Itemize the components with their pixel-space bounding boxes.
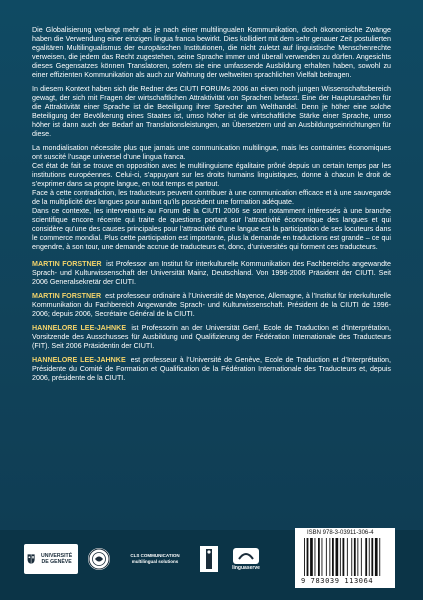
blurb-paragraph-fr-2: Cet état de fait se trouve en opposition avec le multilinguisme égalitaire prôné depuis un certain temps par les institutions européennes. Celui-ci, s’appuyant sur les droits humains linguistiques, donne à chacun le droit de s’exprimer dans sa propre langue, en tout temps et partout. [32,162,391,188]
barcode-bar [365,538,367,576]
author-bio-text: ist Professorin an der Universität Genf, Ecole de Traduction et d’Interprétation, Vorsitzende des Ausschusses für Ausbildung und Qualifizierung der Fédération Internationale des Traducteurs (FIT). Seit 2006 Präsidentin der CIUTI. [32,324,391,350]
shield-icon [27,550,35,568]
blurb-paragraph-fr-4: Dans ce contexte, les intervenants au Forum de la CIUTI 2006 se sont notamment intéressés à une branche scientifique encore récente qui traite de questions portant sur l’attractivité économique des langues et qui considère qu’une des causes principales pour l’attractivité d’une langue est la participation de ses locuteurs dans le commerce mondial. Plus cette participation est importante, plus la demande en traductions est grande – ce qui engendre, à son tour, une demande accrue de traducteurs et, donc, d’universités qui forment ces traducteurs. [32,207,391,251]
barcode-bar [351,538,352,576]
ciuti-seal-icon [88,548,110,570]
barcode-bar [332,538,334,576]
blurb-paragraph-fr-3: Face à cette contradiction, les traducteurs peuvent contribuer à une communication efficace et à une sauvegarde de la multiplicité des langues pour autant qu’ils possèdent une formation adéquate. [32,189,391,206]
barcode-bar [315,538,316,576]
barcode-bar [307,538,309,576]
linguaserve-logo [228,545,264,573]
author-bio-text: est professeur à l’Université de Genève, Ecole de Traduction et d’Interprétation, Présidente du Comité de Formation et Qualification de la Fédération Internationale des Traducteurs et, depuis 2006, présidente de la CIUTI. [32,356,392,382]
barcode-bar [326,538,327,576]
author-bio [32,260,391,287]
unige-logo [24,544,78,574]
barcode-bar [347,538,348,576]
barcode-bar [318,538,320,576]
blurb-paragraph-de-2: In diesem Kontext haben sich die Redner des CIUTI FORUMs 2006 an einen noch jungen Wissenschaftsbereich gewagt, der sich mit Fragen der wirtschaftlichen Attraktivität von Sprachen befasst. Eine der Hauptursachen für die Attraktivität einer Sprache ist die Beteiligung ihrer Sprecher am Welthandel. Denn je höher eine solche Beteiligung der Bevölkerung eines Staates ist, umso höher ist die wirtschaftliche Stärke einer Sprache, umso höher ist dann auch der Bedarf an Translationsleistungen, an Übersetzern und an Ausbildungseinrichtungen für diese. [32,85,391,138]
unige-logo-text: UNIVERSITÉ DE GENÈVE [41,553,73,565]
linguaserve-mark-icon [231,547,261,565]
dots-logo-icon [200,546,218,572]
barcode-bar [340,538,341,576]
barcode-bar [329,538,330,576]
blurb-paragraph-fr-1: La mondialisation nécessite plus que jamais une communication multilingue, mais les contraintes économiques ont suscité l’usage universel d’une lingua franca. [32,144,391,161]
author-bio [32,324,391,351]
cls-logo-subtitle: multilingual solutions [131,559,179,564]
blurb-paragraph-de-1: Die Globalisierung verlangt mehr als je nach einer multilingualen Kommunikation, doch ökonomische Zwänge haben die Verwendung einer einzigen lingua franca bewirkt. Dies kollidiert mit dem sehr genauer Zeit postulierten egalitären Multilingualismus der europäischen Institutionen, die nicht zuletzt auf linguistische Menschenrechte verweisen, die jedem das Recht zugestehen, seine Sprache immer und überall verwenden zu dürfen. Angesichts dieses Gegensatzes können Translatoren, sofern sie eine umfassende Ausbildung erhalten haben, sowohl zu einer effizienten Kommunikation als auch zur Wahrung der weltweiten sprachlichen Vielfalt beitragen. [32,26,391,79]
author-bio-text: est professeur ordinaire à l’Université de Mayence, Allemagne, à l’Institut für interkulturelle Kommunikation du Fachbereich Angewandte Sprach- und Kulturwissenschaft. Président de la CIUTI de 1996-2006; depuis 2006, Secrétaire Général de la CIUTI. [32,292,391,318]
barcode-bar [369,538,370,576]
author-name: MARTIN FORSTNER [32,260,102,268]
isbn-label: ISBN 978-3-03911-306-4 [307,530,374,536]
barcode-bar [379,538,380,576]
barcode-bar [375,538,378,576]
barcode-bar [304,538,305,576]
publisher-logos [24,532,276,586]
author-bio-text: ist Professor am Institut für interkulturelle Kommunikation des Fachbereichs angewandte Sprach- und Kulturwissenschaft der Universität Mainz, Deutschland. Von 1996-2006 Präsident der CIUTI. Seit 2006 Generalsekretär der CIUTI. [32,260,392,286]
barcode-bar [310,538,313,576]
barcode-icon [303,538,389,576]
barcode-bar [361,538,362,576]
barcode-number: 9 783039 113064 [301,577,374,585]
author-bio [32,292,391,319]
barcode-bar [357,538,358,576]
barcode-panel [295,528,395,588]
author-name: MARTIN FORSTNER [32,292,102,300]
author-bio [32,356,391,383]
cls-logo [120,548,190,570]
barcode-bar [371,538,373,576]
barcode-bar [322,538,323,576]
blurb-text [32,26,391,388]
linguaserve-logo-text: linguaserve [232,565,260,571]
author-name: HANNELORE LEE-JAHNKE [32,324,127,332]
cls-logo-title: CLS COMMUNICATION [130,553,180,558]
barcode-bar [343,538,345,576]
author-name: HANNELORE LEE-JAHNKE [32,356,126,364]
barcode-bar [336,538,339,576]
barcode-bar [354,538,356,576]
